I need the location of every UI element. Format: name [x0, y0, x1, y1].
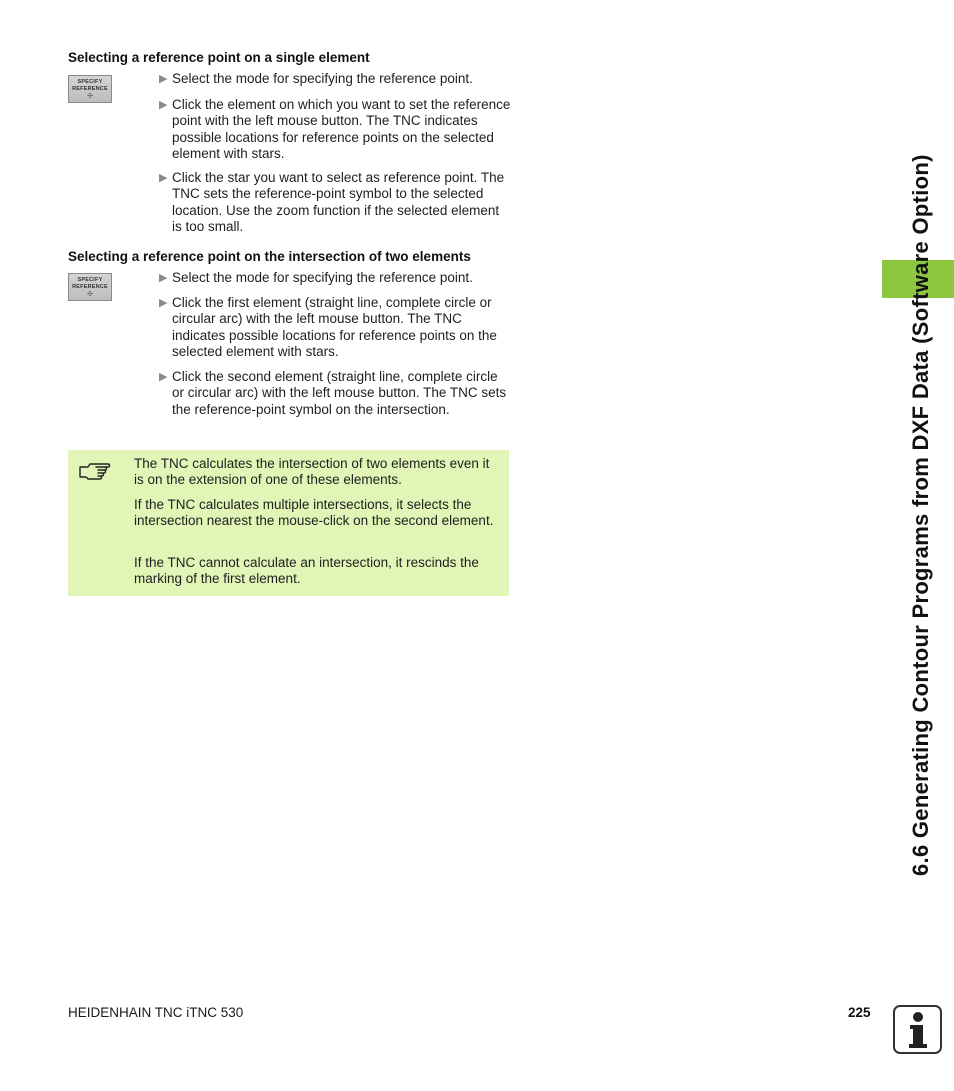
page-number: 225	[848, 1005, 871, 1020]
step-text: Click the second element (straight line, complete circle or circular arc) with the left mouse button. The TNC sets the reference-point symbol on the intersection.	[172, 369, 507, 417]
footer-manual-name: HEIDENHAIN TNC iTNC 530	[68, 1005, 244, 1020]
info-icon	[893, 1005, 942, 1054]
section-heading-intersection: Selecting a reference point on the intersection of two elements	[68, 249, 471, 264]
section-heading-single-element: Selecting a reference point on a single element	[68, 50, 370, 65]
triangle-bullet-icon: ▶	[159, 297, 168, 309]
step-text: Click the star you want to select as reference point. The TNC sets the reference-point symbol to the selected location. Use the zoom function if the selected element is too small.	[172, 170, 505, 234]
triangle-bullet-icon: ▶	[159, 272, 168, 284]
crosshair-icon: ✣	[87, 92, 93, 100]
step-item	[159, 97, 511, 162]
step-item	[159, 295, 511, 360]
triangle-bullet-icon: ▶	[159, 73, 168, 85]
info-glyph	[895, 1007, 940, 1052]
note-paragraph: If the TNC calculates multiple intersections, it selects the intersection nearest the mouse-click on the second element.	[134, 497, 494, 529]
note-box	[68, 450, 509, 596]
pointing-hand-icon	[78, 458, 112, 484]
note-paragraph: If the TNC cannot calculate an intersection, it rescinds the marking of the first element.	[134, 555, 479, 587]
step-text: Select the mode for specifying the reference point.	[172, 270, 473, 285]
specify-reference-softkey	[68, 273, 112, 301]
step-item	[159, 270, 511, 286]
softkey-line2: REFERENCE	[72, 85, 108, 92]
step-text: Click the first element (straight line, complete circle or circular arc) with the left mouse button. The TNC indicates possible locations for reference points on the selected element with stars.	[172, 295, 497, 359]
softkey-line2: REFERENCE	[72, 283, 108, 290]
chapter-title: 6.6 Generating Contour Programs from DXF Data (Software Option)	[908, 154, 933, 876]
note-paragraph: The TNC calculates the intersection of two elements even it is on the extension of one of these elements.	[134, 456, 490, 488]
crosshair-icon: ✣	[87, 290, 93, 298]
step-item	[159, 369, 511, 418]
step-item	[159, 71, 511, 87]
triangle-bullet-icon: ▶	[159, 371, 168, 383]
triangle-bullet-icon: ▶	[159, 172, 168, 184]
triangle-bullet-icon: ▶	[159, 99, 168, 111]
step-text: Select the mode for specifying the reference point.	[172, 71, 473, 86]
softkey-line1: SPECIFY	[77, 78, 103, 85]
specify-reference-softkey	[68, 75, 112, 103]
step-text: Click the element on which you want to set the reference point with the left mouse button. The TNC indicates possible locations for reference points on the selected element with stars.	[172, 97, 511, 161]
softkey-line1: SPECIFY	[77, 276, 103, 283]
step-item	[159, 170, 511, 235]
